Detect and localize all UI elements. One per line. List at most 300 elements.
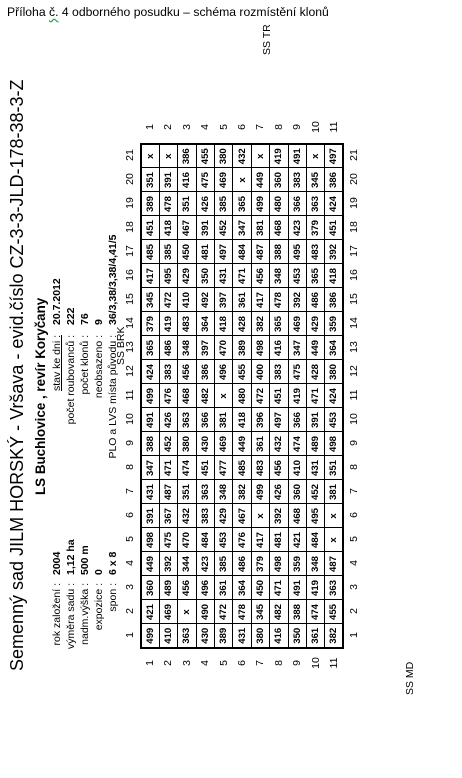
info-right-label: PLO a LVS místa původu : (107, 335, 119, 459)
grid-cell: 487 (159, 480, 177, 504)
grid-cell: 391 (196, 216, 214, 240)
grid-cell: 455 (233, 360, 251, 384)
row-number-right: 6 (236, 124, 248, 130)
grid-cell: 363 (325, 576, 343, 600)
grid-cell: 366 (288, 408, 306, 432)
grid-cell: 421 (288, 528, 306, 552)
info-left-label: expozice : (93, 583, 105, 631)
rotated-sheet (0, 24, 429, 695)
grid-cell: 476 (159, 384, 177, 408)
grid-cell: 344 (178, 552, 196, 576)
column-number-top: 7 (124, 488, 136, 494)
grid-cell: 456 (178, 576, 196, 600)
grid-cell: 472 (215, 600, 233, 624)
column-number-bottom: 10 (348, 413, 361, 425)
grid-cell: 449 (307, 336, 325, 360)
grid-cell: 348 (307, 552, 325, 576)
grid-cell: 418 (159, 216, 177, 240)
grid-cell: x (251, 144, 269, 168)
row-number-right: 10 (309, 121, 322, 133)
header-prefix: Příloha (7, 5, 50, 19)
grid-cell: 426 (196, 192, 214, 216)
grid-cell: 367 (159, 504, 177, 528)
grid-cell: 451 (325, 216, 343, 240)
column-number-bottom: 19 (348, 197, 361, 209)
info-right-value: 20.7.2012 (51, 278, 63, 325)
grid-cell: 472 (251, 384, 269, 408)
grid-cell: 417 (141, 264, 159, 288)
grid-cell: 475 (196, 168, 214, 192)
grid-cell: 429 (215, 504, 233, 528)
grid-cell: x (251, 504, 269, 528)
grid-row (288, 144, 306, 648)
grid-cell: 487 (251, 240, 269, 264)
column-number-bottom: 12 (348, 365, 361, 377)
grid-cell: 468 (178, 384, 196, 408)
grid-cell: 348 (178, 336, 196, 360)
grid-cell: 360 (288, 480, 306, 504)
grid-cell: 345 (307, 168, 325, 192)
grid-cell: 498 (270, 552, 288, 576)
grid-cell: 364 (196, 312, 214, 336)
grid-cell: 499 (141, 624, 159, 648)
grid-cell: 379 (141, 312, 159, 336)
grid-cell: 386 (178, 144, 196, 168)
grid-cell: 350 (196, 264, 214, 288)
grid-cell: x (233, 168, 251, 192)
column-number-top: 6 (124, 512, 136, 518)
grid-cell: 489 (159, 576, 177, 600)
grid-cell: 480 (233, 384, 251, 408)
grid-cell: 478 (233, 600, 251, 624)
column-number-bottom: 2 (348, 608, 361, 614)
grid-cell: 361 (215, 576, 233, 600)
column-number-top: 19 (124, 197, 136, 209)
grid-cell: 469 (215, 168, 233, 192)
grid-cell: 495 (288, 240, 306, 264)
column-number-bottom: 20 (348, 173, 361, 185)
info-left-value: 2004 (51, 551, 63, 575)
grid-cell: 483 (178, 312, 196, 336)
grid-cell: 360 (141, 576, 159, 600)
column-number-bottom: 5 (348, 536, 361, 542)
grid-cell: 363 (178, 624, 196, 648)
grid-cell: 450 (251, 576, 269, 600)
grid-cell: 476 (233, 528, 251, 552)
grid-cell: 432 (270, 432, 288, 456)
grid-cell: 392 (159, 552, 177, 576)
grid-cell: 492 (196, 288, 214, 312)
grid-cell: 365 (141, 336, 159, 360)
grid-cell: 452 (159, 432, 177, 456)
grid-cell: 417 (251, 528, 269, 552)
grid-row (251, 144, 269, 648)
grid-cell: 396 (251, 408, 269, 432)
grid-cell: x (325, 528, 343, 552)
grid-cell: 380 (325, 360, 343, 384)
grid-cell: 485 (233, 456, 251, 480)
grid-cell: 431 (233, 624, 251, 648)
grid-cell: 388 (141, 432, 159, 456)
column-number-bottom: 1 (348, 632, 361, 638)
grid-cell: 498 (251, 336, 269, 360)
info-left-value: 0 (93, 569, 105, 575)
row-number-right: 7 (254, 124, 267, 130)
grid-cell: 486 (307, 288, 325, 312)
grid-cell: 467 (178, 216, 196, 240)
grid-cell: 449 (141, 552, 159, 576)
grid-cell: 470 (178, 528, 196, 552)
grid-cell: 360 (270, 168, 288, 192)
grid-cell: 432 (178, 504, 196, 528)
grid-cell: 474 (178, 456, 196, 480)
grid-cell: 431 (307, 456, 325, 480)
grid-cell: 428 (307, 360, 325, 384)
grid-cell: 431 (215, 264, 233, 288)
grid-cell: 385 (215, 552, 233, 576)
grid-cell: 392 (270, 504, 288, 528)
grid-cell: 361 (307, 624, 325, 648)
column-number-top: 17 (124, 245, 136, 257)
grid-cell: 400 (251, 360, 269, 384)
info-right-label: počet roubovanců : (65, 335, 77, 425)
grid-cell: 383 (159, 360, 177, 384)
page-header (7, 5, 329, 19)
grid-cell: 449 (251, 168, 269, 192)
grid-cell: 451 (141, 216, 159, 240)
column-number-top: 15 (124, 293, 136, 305)
grid-cell: 499 (251, 192, 269, 216)
column-number-bottom: 15 (348, 293, 361, 305)
info-left-label: spon : (107, 583, 119, 612)
grid-cell: x (178, 600, 196, 624)
grid-cell: 451 (196, 456, 214, 480)
header-underlined-word: č. (49, 5, 59, 19)
row-number-right: 5 (217, 124, 230, 130)
ss-tr-label: SS TR (261, 24, 273, 55)
grid-cell: 486 (159, 336, 177, 360)
info-left-value: 1,12 ha (65, 539, 77, 575)
grid-cell: 469 (288, 312, 306, 336)
grid-cell: 424 (325, 384, 343, 408)
row-number-left: 10 (309, 657, 322, 669)
grid-cell: 383 (196, 504, 214, 528)
grid-cell: 428 (233, 312, 251, 336)
grid-cell: 423 (288, 216, 306, 240)
row-number-right: 2 (162, 124, 175, 130)
grid-row (159, 144, 177, 648)
document-subtitle: LS Buchlovice , revír Koryčany (33, 297, 48, 495)
info-left-value: 500 m (79, 545, 91, 575)
grid-cell: 365 (307, 264, 325, 288)
grid-cell: 481 (270, 528, 288, 552)
header-rest: 4 odborného posudku – schéma rozmístění klonů (58, 5, 329, 19)
row-number-right: 1 (144, 124, 156, 130)
column-number-top: 8 (124, 464, 136, 470)
ss-md-label: SS MD (404, 661, 416, 695)
grid-cell: 351 (178, 192, 196, 216)
grid-cell: 497 (270, 408, 288, 432)
grid-cell: 467 (233, 504, 251, 528)
grid-cell: x (215, 384, 233, 408)
grid-cell: 364 (325, 336, 343, 360)
row-number-left: 6 (236, 660, 248, 666)
column-number-top: 1 (124, 632, 136, 638)
column-number-bottom: 14 (348, 317, 361, 329)
grid-cell: 496 (196, 576, 214, 600)
grid-cell: 380 (178, 432, 196, 456)
column-number-top: 3 (124, 584, 136, 590)
grid-cell: 388 (270, 240, 288, 264)
clone-grid (140, 143, 344, 649)
grid-cell: 365 (233, 192, 251, 216)
column-number-top: 14 (124, 317, 136, 329)
grid-cell: 482 (270, 600, 288, 624)
grid-cell: 469 (215, 432, 233, 456)
grid-cell: 363 (307, 192, 325, 216)
grid-cell: 351 (141, 168, 159, 192)
grid-cell: 496 (215, 360, 233, 384)
grid-cell: 483 (251, 456, 269, 480)
grid-cell: 392 (288, 288, 306, 312)
column-number-bottom: 17 (348, 245, 361, 257)
grid-cell: 468 (288, 504, 306, 528)
grid-cell: 495 (307, 504, 325, 528)
grid-cell: 364 (233, 576, 251, 600)
grid-cell: 382 (325, 624, 343, 648)
grid-cell: 351 (325, 456, 343, 480)
grid-cell: 474 (307, 600, 325, 624)
grid-cell: 499 (251, 480, 269, 504)
grid-cell: 361 (233, 288, 251, 312)
grid-cell: 452 (215, 216, 233, 240)
grid-row (196, 144, 214, 648)
grid-cell: 471 (233, 264, 251, 288)
grid-cell: 491 (141, 408, 159, 432)
grid-cell: 484 (233, 240, 251, 264)
grid-cell: 490 (196, 600, 214, 624)
document-title: Semenný sad JILM HORSKÝ - Vršava - evid.číslo CZ-3-3-JLD-178-38-3-Z (7, 79, 27, 671)
grid-cell: 418 (215, 312, 233, 336)
grid-cell: 363 (178, 408, 196, 432)
row-number-right: 4 (199, 124, 212, 130)
grid-cell: 474 (288, 432, 306, 456)
grid-cell: 348 (215, 480, 233, 504)
grid-cell: 471 (159, 456, 177, 480)
info-right-label: neobsazeno : (93, 335, 105, 399)
grid-cell: 497 (325, 144, 343, 168)
column-number-top: 21 (124, 149, 136, 161)
row-number-left: 9 (291, 660, 304, 666)
grid-cell: 365 (270, 312, 288, 336)
grid-cell: 419 (307, 576, 325, 600)
grid-cell: 486 (233, 552, 251, 576)
grid-cell: 484 (196, 528, 214, 552)
column-number-top: 11 (124, 389, 136, 401)
row-number-left: 2 (162, 660, 175, 666)
grid-cell: 468 (270, 216, 288, 240)
grid-cell: 475 (159, 528, 177, 552)
row-number-left: 8 (272, 660, 285, 666)
row-number-left: 3 (180, 660, 193, 666)
grid-row (215, 144, 233, 648)
grid-cell: x (159, 144, 177, 168)
info-left-value: 6 x 8 (107, 551, 119, 575)
grid-cell: 391 (159, 168, 177, 192)
grid-cell: 418 (325, 264, 343, 288)
grid-cell: 359 (288, 552, 306, 576)
grid-row (141, 144, 159, 648)
grid-cell: x (307, 144, 325, 168)
grid-cell: 430 (196, 432, 214, 456)
grid-cell: 432 (233, 144, 251, 168)
grid-cell: 382 (251, 312, 269, 336)
row-number-right: 3 (180, 124, 193, 130)
grid-cell: 419 (270, 144, 288, 168)
column-number-bottom: 16 (348, 269, 361, 281)
column-number-top: 20 (124, 173, 136, 185)
grid-cell: 410 (288, 456, 306, 480)
grid-cell: 451 (270, 384, 288, 408)
info-right-value: 36/3,38/3,38/4,41/5 (107, 234, 119, 325)
column-number-top: 9 (124, 440, 136, 446)
grid-cell: 429 (307, 312, 325, 336)
grid-cell: 383 (288, 168, 306, 192)
grid-cell: 389 (141, 192, 159, 216)
info-right-value: 76 (79, 313, 91, 325)
column-number-bottom: 9 (348, 440, 361, 446)
column-number-bottom: 18 (348, 221, 361, 233)
grid-cell: 452 (307, 480, 325, 504)
grid-cell: 498 (141, 528, 159, 552)
info-right-value: 222 (65, 307, 77, 325)
column-number-top: 4 (124, 560, 136, 566)
info-left-label: nadm.výška : (79, 583, 91, 645)
grid-cell: 484 (307, 528, 325, 552)
grid-cell: 472 (159, 288, 177, 312)
grid-cell: 471 (270, 576, 288, 600)
column-number-bottom: 21 (348, 149, 361, 161)
grid-cell: 380 (215, 144, 233, 168)
grid-cell: 424 (141, 360, 159, 384)
grid-cell: 379 (307, 216, 325, 240)
column-number-top: 10 (124, 413, 136, 425)
grid-cell: 453 (288, 264, 306, 288)
row-number-left: 1 (144, 660, 156, 666)
grid-cell: 431 (141, 480, 159, 504)
grid-cell: 389 (233, 336, 251, 360)
column-number-bottom: 11 (348, 389, 361, 401)
column-number-bottom: 13 (348, 341, 361, 353)
grid-cell: 391 (307, 408, 325, 432)
grid-cell: 423 (196, 552, 214, 576)
column-number-top: 5 (124, 536, 136, 542)
grid-cell: 456 (251, 264, 269, 288)
grid-cell: 383 (270, 360, 288, 384)
grid-cell: 487 (325, 552, 343, 576)
column-number-top: 16 (124, 269, 136, 281)
info-right-label: počet klonů : (79, 335, 91, 395)
grid-cell: 348 (270, 264, 288, 288)
grid-cell: 345 (141, 288, 159, 312)
grid-row (325, 144, 343, 648)
grid-cell: 424 (325, 192, 343, 216)
grid-cell: 471 (307, 384, 325, 408)
grid-cell: 385 (159, 240, 177, 264)
grid-cell: 380 (251, 624, 269, 648)
grid-cell: 351 (178, 480, 196, 504)
column-number-top: 12 (124, 365, 136, 377)
column-number-bottom: 6 (348, 512, 361, 518)
grid-cell: 410 (159, 624, 177, 648)
grid-cell: 430 (196, 624, 214, 648)
grid-cell: 475 (288, 360, 306, 384)
info-left-label: výměra sadu : (65, 583, 77, 649)
grid-cell: 429 (178, 264, 196, 288)
grid-cell: 386 (196, 360, 214, 384)
grid-cell: 483 (307, 240, 325, 264)
grid-cell: 499 (141, 384, 159, 408)
grid-cell: 453 (215, 528, 233, 552)
grid-cell: 449 (233, 432, 251, 456)
grid-cell: 498 (325, 432, 343, 456)
row-number-right: 8 (272, 124, 285, 130)
grid-row (178, 144, 196, 648)
info-left-label: rok založení : (51, 583, 63, 646)
grid-cell: 497 (215, 240, 233, 264)
grid-cell: 397 (215, 288, 233, 312)
grid-cell: 350 (288, 624, 306, 648)
grid-cell: 363 (196, 480, 214, 504)
column-number-top: 18 (124, 221, 136, 233)
row-number-left: 11 (328, 657, 340, 669)
row-number-right: 11 (328, 121, 340, 133)
grid-cell: 426 (159, 408, 177, 432)
grid-cell: 386 (325, 168, 343, 192)
grid-cell: 491 (288, 144, 306, 168)
grid-cell: 345 (251, 600, 269, 624)
info-right-value: 9 (93, 319, 105, 325)
row-number-left: 5 (217, 660, 230, 666)
grid-cell: 470 (215, 336, 233, 360)
grid-cell: 392 (325, 240, 343, 264)
grid-cell: 417 (251, 288, 269, 312)
grid-cell: 366 (196, 408, 214, 432)
grid-cell: 482 (196, 384, 214, 408)
column-number-top: 2 (124, 608, 136, 614)
grid-cell: 347 (233, 216, 251, 240)
grid-cell: x (141, 144, 159, 168)
grid-cell: 359 (325, 312, 343, 336)
grid-cell: x (325, 504, 343, 528)
column-number-top: 13 (124, 341, 136, 353)
grid-cell: 416 (178, 168, 196, 192)
grid-cell: 456 (270, 456, 288, 480)
grid-cell: 347 (141, 456, 159, 480)
grid-cell: 480 (270, 192, 288, 216)
grid-cell: 495 (159, 264, 177, 288)
grid-cell: 491 (288, 576, 306, 600)
grid-cell: 478 (159, 192, 177, 216)
row-number-left: 4 (199, 660, 212, 666)
grid-cell: 450 (178, 240, 196, 264)
grid-cell: 381 (325, 480, 343, 504)
grid-cell: 418 (233, 408, 251, 432)
column-number-bottom: 7 (348, 488, 361, 494)
grid-cell: 485 (141, 240, 159, 264)
grid-cell: 455 (196, 144, 214, 168)
grid-cell: 361 (251, 432, 269, 456)
